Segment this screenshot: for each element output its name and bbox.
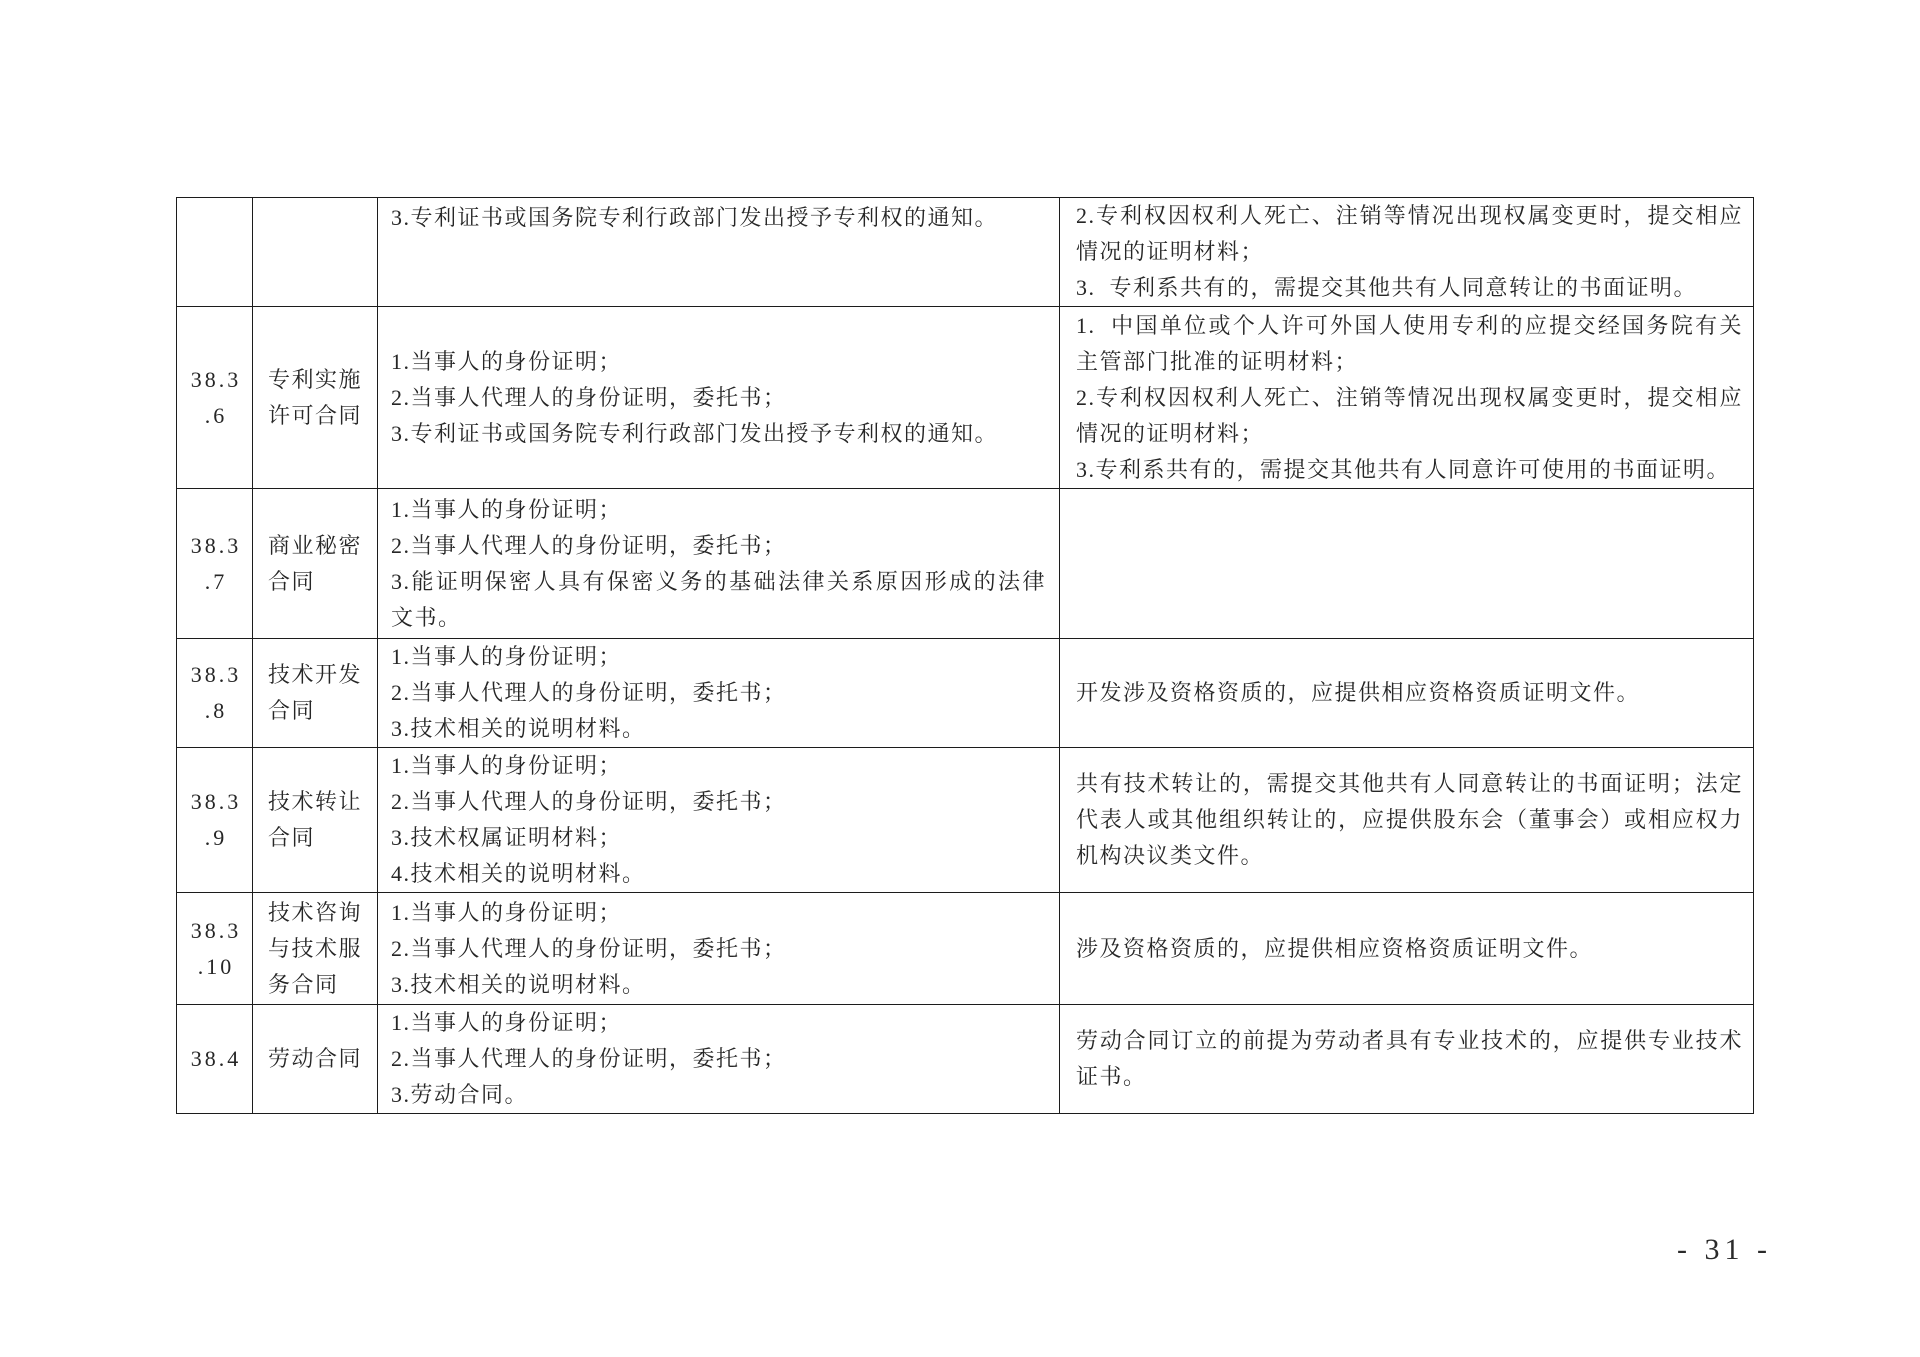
material-line: 2.当事人代理人的身份证明，委托书； — [391, 1046, 787, 1071]
clause-cell — [177, 893, 253, 1005]
contract-cell — [253, 307, 378, 489]
notes-cell — [1060, 748, 1754, 893]
clause-line: 38.3 — [190, 789, 242, 814]
note-line: 机构决议类文件。 — [1076, 843, 1265, 868]
contract-name-line: 专利实施 — [268, 366, 363, 392]
material-line: 3.技术相关的说明材料。 — [391, 716, 646, 741]
material-line: 4.技术相关的说明材料。 — [391, 861, 646, 886]
table-row — [177, 639, 1754, 748]
material-line: 2.当事人代理人的身份证明，委托书； — [391, 789, 787, 814]
contract-cell — [253, 1005, 378, 1114]
note-line: 情况的证明材料； — [1076, 420, 1265, 446]
note-line: 共有技术转让的，需提交其他共有人同意转让的书面证明；法定 — [1076, 771, 1743, 796]
clause-cell — [177, 1005, 253, 1114]
clause-cell — [177, 748, 253, 893]
clause-line: .6 — [204, 402, 228, 428]
contract-name-line: 合同 — [268, 698, 316, 723]
note-line: 情况的证明材料； — [1076, 239, 1265, 264]
material-line: 1.当事人的身份证明； — [391, 1010, 623, 1035]
material-line: 3.能证明保密人具有保密义务的基础法律关系原因形成的法律 — [391, 568, 1046, 594]
material-line: 1.当事人的身份证明； — [391, 496, 623, 522]
contract-cell — [253, 893, 378, 1005]
contract-name-line: 技术咨询 — [268, 899, 363, 925]
notes-cell — [1060, 489, 1754, 639]
contract-name-line: 务合同 — [268, 971, 339, 997]
materials-cell — [378, 893, 1060, 1005]
contract-cell — [253, 489, 378, 639]
clause-cell — [177, 639, 253, 748]
note-line: 主管部门批准的证明材料； — [1076, 348, 1359, 374]
material-line: 文书。 — [391, 604, 462, 630]
note-line: 2.专利权因权利人死亡、注销等情况出现权属变更时，提交相应 — [1076, 384, 1743, 410]
clause-line: .7 — [204, 568, 228, 594]
clause-line: 38.3 — [190, 532, 242, 558]
materials-cell — [378, 1005, 1060, 1114]
note-line: 3. 专利系共有的，需提交其他共有人同意转让的书面证明。 — [1076, 275, 1698, 300]
note-line: 开发涉及资格资质的，应提供相应资格资质证明文件。 — [1076, 680, 1641, 705]
requirements-table — [176, 197, 1754, 1114]
table-row — [177, 198, 1754, 307]
materials-cell — [378, 489, 1060, 639]
material-line: 2.当事人代理人的身份证明，委托书； — [391, 532, 787, 558]
clause-cell — [177, 307, 253, 489]
clause-line: 38.3 — [190, 366, 242, 392]
notes-cell — [1060, 307, 1754, 489]
material-line: 2.当事人代理人的身份证明，委托书； — [391, 384, 787, 410]
contract-cell — [253, 748, 378, 893]
clause-cell — [177, 198, 253, 307]
materials-cell — [378, 307, 1060, 489]
notes-cell — [1060, 198, 1754, 307]
clause-line: 38.4 — [190, 1046, 242, 1071]
note-line: 1. 中国单位或个人许可外国人使用专利的应提交经国务院有关 — [1076, 312, 1743, 338]
contract-name-line: 商业秘密 — [268, 532, 363, 558]
notes-cell — [1060, 893, 1754, 1005]
material-line: 1.当事人的身份证明； — [391, 348, 623, 374]
contract-name-line: 技术开发 — [268, 662, 363, 687]
notes-cell — [1060, 639, 1754, 748]
material-line: 3.专利证书或国务院专利行政部门发出授予专利权的通知。 — [391, 205, 999, 230]
contract-name-line: 许可合同 — [268, 402, 363, 428]
contract-name-line: 与技术服 — [268, 935, 363, 961]
table-row — [177, 1005, 1754, 1114]
material-line: 2.当事人代理人的身份证明，委托书； — [391, 935, 787, 961]
material-line: 3.技术权属证明材料； — [391, 825, 623, 850]
note-line: 证书。 — [1076, 1064, 1147, 1089]
table-row — [177, 307, 1754, 489]
notes-cell — [1060, 1005, 1754, 1114]
page-number: - 31 - — [1677, 1233, 1772, 1266]
contract-cell — [253, 198, 378, 307]
material-line: 2.当事人代理人的身份证明，委托书； — [391, 680, 787, 705]
contract-cell — [253, 639, 378, 748]
clause-line: 38.3 — [190, 917, 242, 943]
material-line: 3.技术相关的说明材料。 — [391, 971, 646, 997]
note-line: 劳动合同订立的前提为劳动者具有专业技术的，应提供专业技术 — [1076, 1028, 1743, 1053]
contract-name-line: 技术转让 — [268, 789, 363, 814]
clause-cell — [177, 489, 253, 639]
note-line: 3.专利系共有的，需提交其他共有人同意许可使用的书面证明。 — [1076, 456, 1731, 482]
material-line: 1.当事人的身份证明； — [391, 644, 623, 669]
materials-cell — [378, 748, 1060, 893]
table-row — [177, 893, 1754, 1005]
contract-name-line: 劳动合同 — [268, 1046, 363, 1071]
note-line: 2.专利权因权利人死亡、注销等情况出现权属变更时，提交相应 — [1076, 203, 1743, 228]
clause-line: 38.3 — [190, 662, 242, 687]
clause-line: .8 — [204, 698, 228, 723]
contract-name-line: 合同 — [268, 825, 316, 850]
note-line: 代表人或其他组织转让的，应提供股东会（董事会）或相应权力 — [1076, 807, 1743, 832]
material-line: 1.当事人的身份证明； — [391, 753, 623, 778]
material-line: 3.劳动合同。 — [391, 1082, 529, 1107]
clause-line: .10 — [197, 953, 235, 979]
material-line: 3.专利证书或国务院专利行政部门发出授予专利权的通知。 — [391, 420, 999, 446]
material-line: 1.当事人的身份证明； — [391, 899, 623, 925]
clause-line: .9 — [204, 825, 228, 850]
table-row — [177, 748, 1754, 893]
table-row — [177, 489, 1754, 639]
materials-cell — [378, 639, 1060, 748]
note-line: 涉及资格资质的，应提供相应资格资质证明文件。 — [1076, 935, 1594, 961]
contract-name-line: 合同 — [268, 568, 316, 594]
materials-cell — [378, 198, 1060, 307]
